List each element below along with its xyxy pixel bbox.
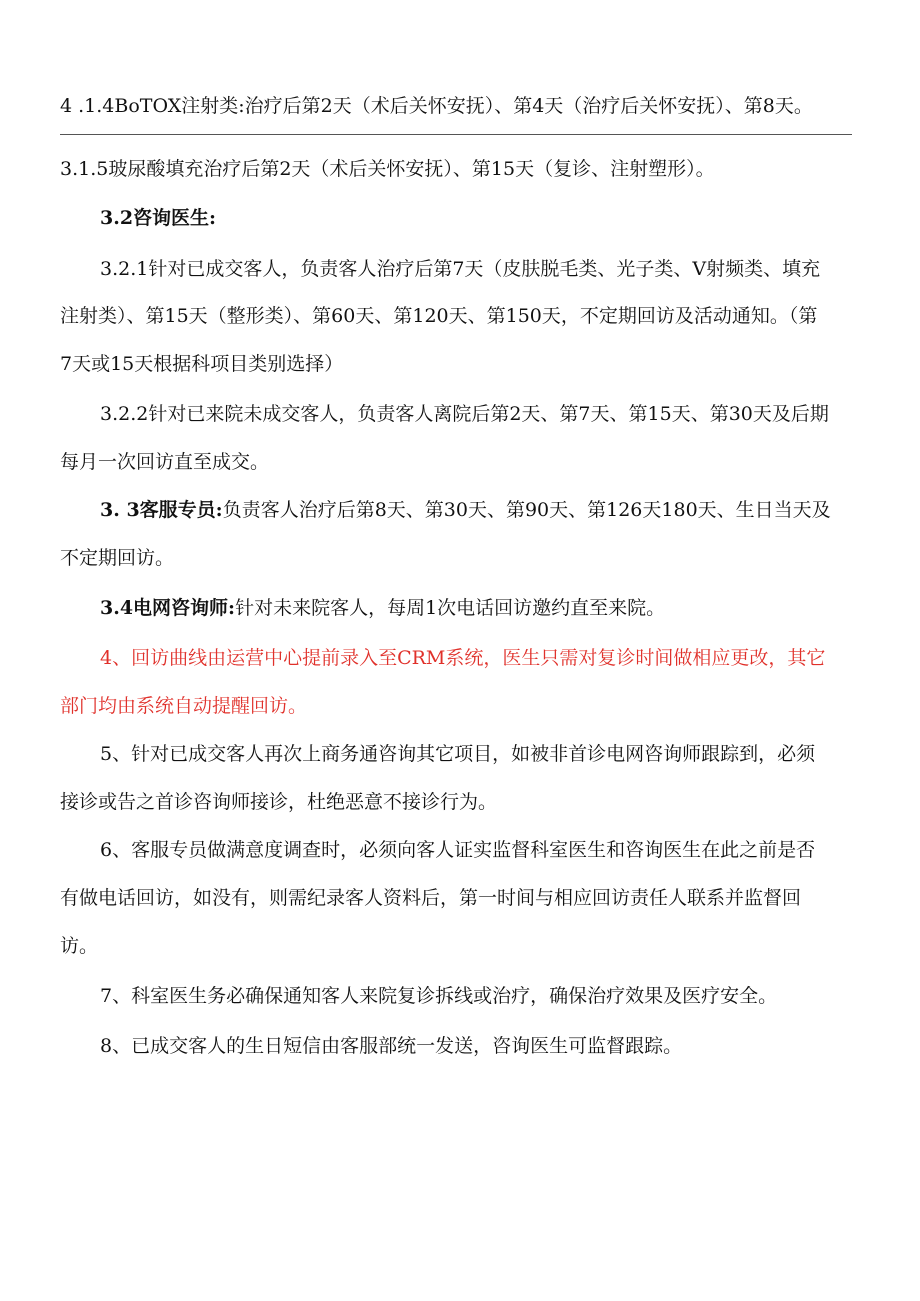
section-3-3 [100,497,831,523]
header-line-3-1-4: 4 .1.4BoTOX注射类:治疗后第2天（术后关怀安抚）、第4天（治疗后关怀安抚）、第8天。 [60,95,813,117]
section-3-4 [100,595,665,621]
item-8: 8、已成交客人的生日短信由客服部统一发送，咨询医生可监督跟踪。 [100,1035,683,1057]
paragraph-3-2-1-line-2: 注射类）、第15天（整形类）、第60天、第120天、第150天，不定期回访及活动通知。（第 [60,305,818,327]
paragraph-3-2-2-line-1: 3.2.2针对已来院未成交客人，负责客人离院后第2天、第7天、第15天、第30天及后期 [100,403,829,425]
section-3-3-title: 3. 3客服专员: [100,499,223,521]
section-3-3-cont: 不定期回访。 [60,547,175,569]
paragraph-3-2-1-line-1: 3.2.1针对已成交客人，负责客人治疗后第7天（皮肤脱毛类、光子类、V射频类、填充 [100,258,821,280]
item-6-line-3: 访。 [60,935,99,957]
item-4-line-1: 4、回访曲线由运营中心提前录入至CRM系统，医生只需对复诊时间做相应更改，其它 [100,647,826,669]
section-3-2-title: 3.2咨询医生: [100,207,217,229]
item-5-line-2: 接诊或告之首诊咨询师接诊，杜绝恶意不接诊行为。 [60,791,498,813]
section-3-3-text: 负责客人治疗后第8天、第30天、第90天、第126天180天、生日当天及 [222,499,831,521]
item-7: 7、科室医生务必确保通知客人来院复诊拆线或治疗，确保治疗效果及医疗安全。 [100,985,778,1007]
section-3-4-title: 3.4电网咨询师: [100,597,236,619]
paragraph-3-2-2-line-2: 每月一次回访直至成交。 [60,451,270,473]
paragraph-3-1-5: 3.1.5玻尿酸填充治疗后第2天（术后关怀安抚）、第15天（复诊、注射塑形）。 [60,158,715,180]
horizontal-divider [60,134,852,135]
paragraph-3-2-1-line-3: 7天或15天根据科项目类别选择） [60,353,344,375]
item-6-line-2: 有做电话回访，如没有，则需纪录客人资料后，第一时间与相应回访责任人联系并监督回 [60,887,802,909]
item-6-line-1: 6、客服专员做满意度调查时，必须向客人证实监督科室医生和咨询医生在此之前是否 [100,839,816,861]
item-4-line-2: 部门均由系统自动提醒回访。 [60,695,308,717]
section-3-4-text: 针对未来院客人，每周1次电话回访邀约直至来院。 [235,597,666,619]
item-5-line-1: 5、针对已成交客人再次上商务通咨询其它项目，如被非首诊电网咨询师跟踪到，必须 [100,743,816,765]
